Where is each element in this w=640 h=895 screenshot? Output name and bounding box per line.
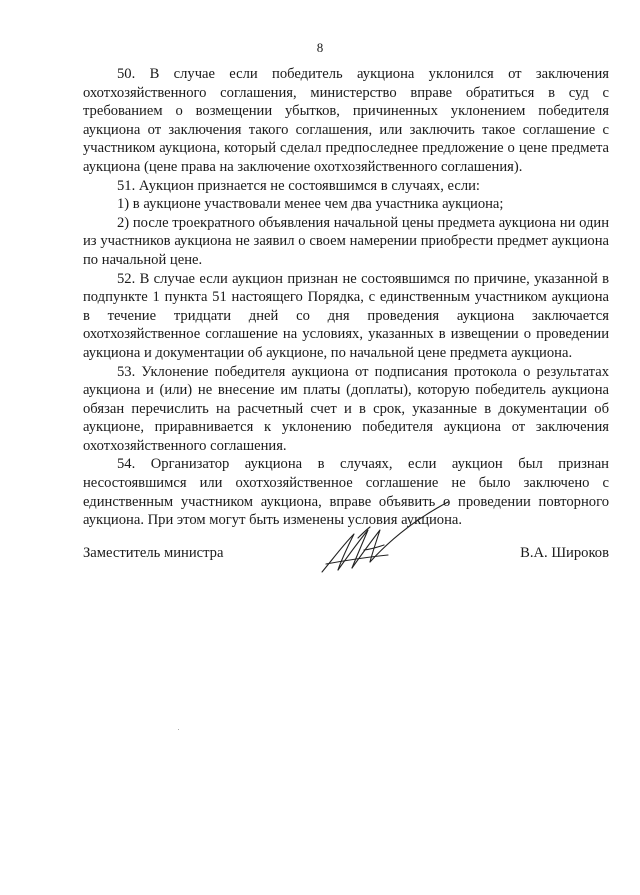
paragraph-53: 53. Уклонение победителя аукциона от подписания протокола о результатах аукциона и (или) не внесение им платы (доплаты), которую победитель аукциона обязан перечислить на расчетный счет и в срок, указанные в документации об аукционе, приравнивается к уклонению победителя аукциона от заключения охотхозяйственного соглашения.: [83, 363, 609, 454]
paragraph-54: 54. Организатор аукциона в случаях, если аукцион был признан несостоявшимся или охотхозяйственное соглашение не было заключено с единственным участником аукциона, вправе объявить о проведении повторного аукциона. При этом могут быть изменены условия аукциона.: [83, 456, 609, 529]
page-number: 8: [316, 40, 324, 55]
paragraph-51-item-1: 1) в аукционе участвовали менее чем два участника аукциона;: [117, 196, 504, 213]
scan-speck: [178, 729, 179, 730]
paragraph-51-item-2: 2) после троекратного объявления начальной цены предмета аукциона ни один из участников аукциона не заявил о своем намерении приобрести предмет аукциона по начальной цене.: [83, 214, 609, 268]
signatory-name: В.А. Широков: [520, 545, 609, 561]
paragraph-52: 52. В случае если аукцион признан не состоявшимся по причине, указанной в подпункте 1 пункта 51 настоящего Порядка, с единственным участником аукциона в течение тридцати дней со дня проведения аукциона заключается охотхозяйственное соглашение на условиях, указанных в извещении о проведении аукциона и документации об аукционе, по начальной цене предмета аукциона.: [83, 270, 609, 361]
signature-block: [83, 540, 609, 580]
handwritten-signature: [318, 500, 458, 580]
paragraph-50: 50. В случае если победитель аукциона уклонился от заключения охотхозяйственного соглашения, министерство вправе обратиться в суд с требованием о возмещении убытков, причиненных уклонением победителя аукциона от заключения такого соглашения, или заключить такое соглашение с участником аукциона, который сделал предпоследнее предложение о цене предмета аукциона (цене права на заключение охотхозяйственного соглашения).: [83, 66, 609, 175]
paragraph-51: 51. Аукцион признается не состоявшимся в случаях, если:: [117, 177, 480, 194]
signatory-title: Заместитель министра: [83, 545, 224, 561]
document-body: [83, 65, 609, 530]
